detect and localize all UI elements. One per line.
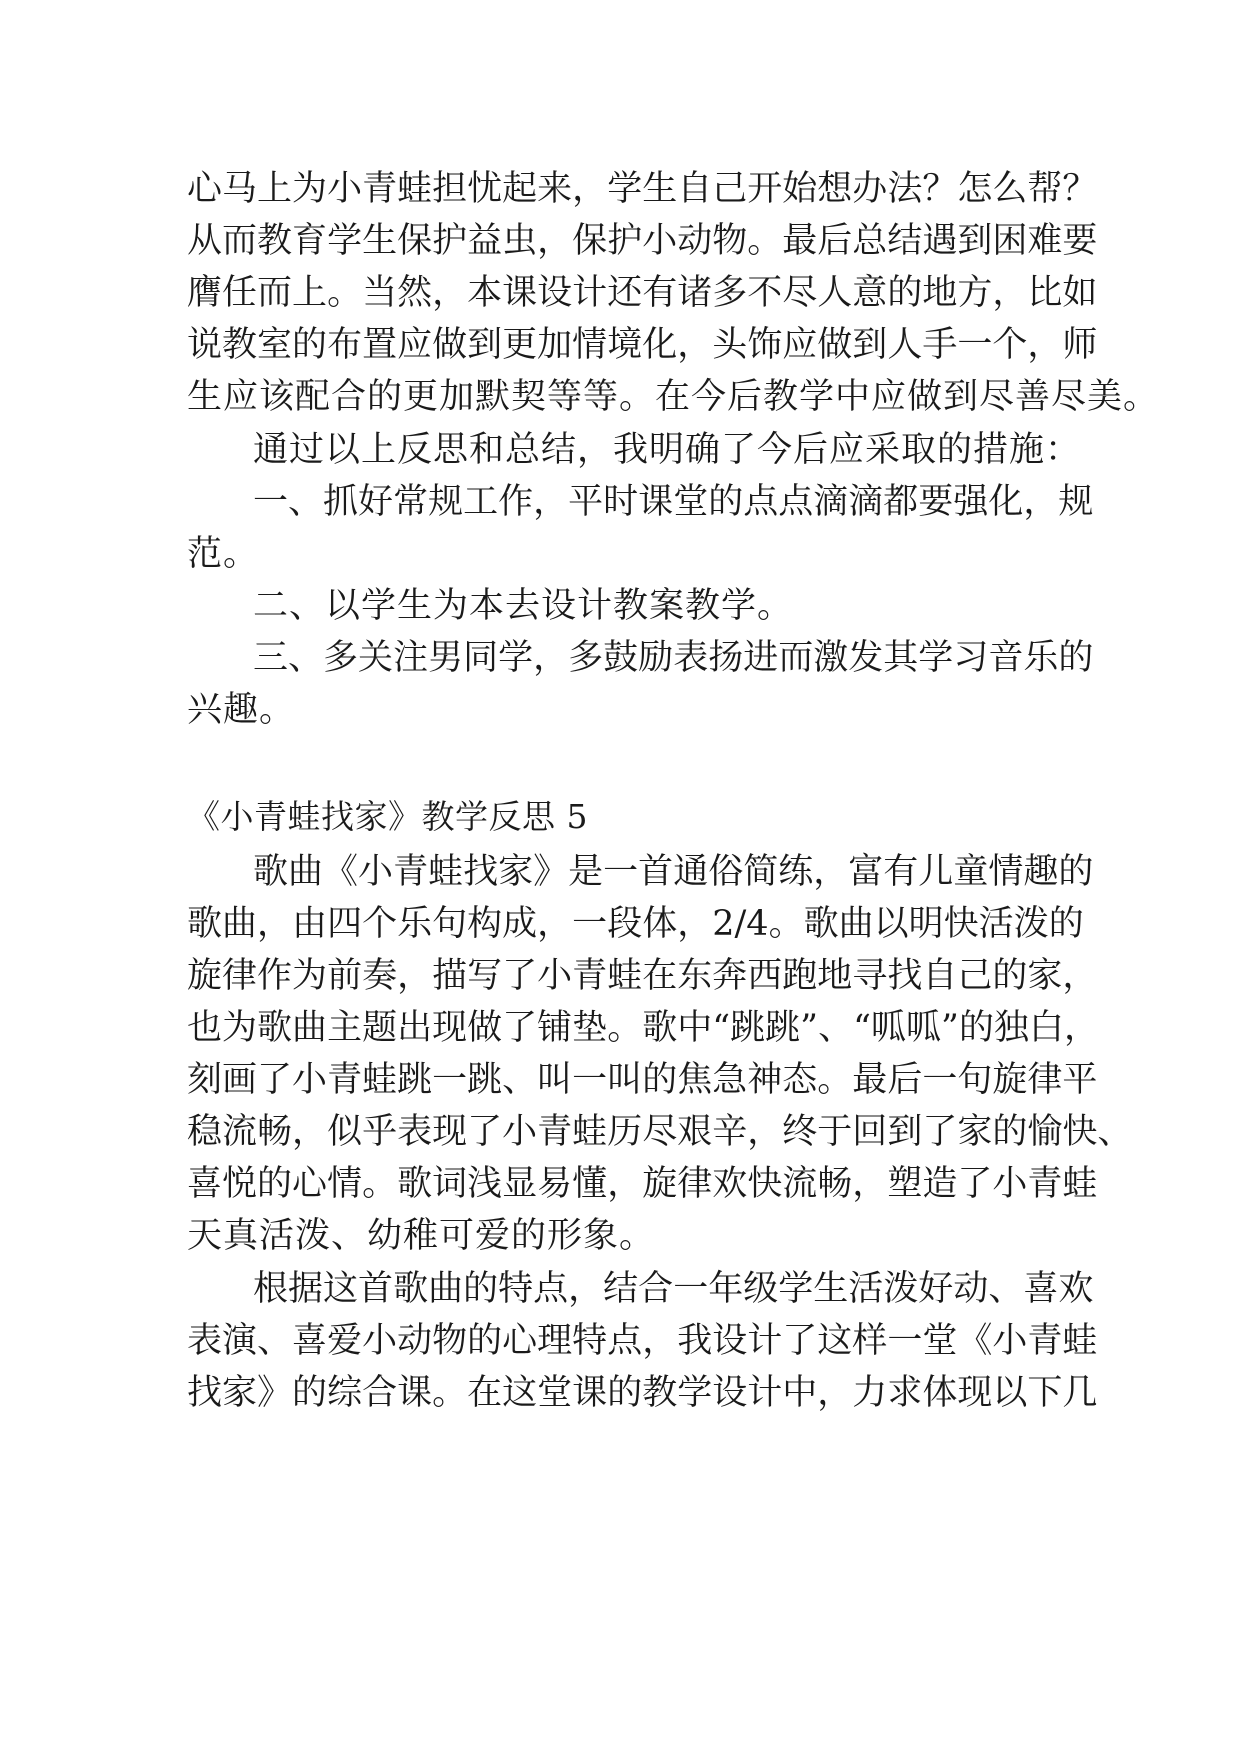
text-line: 范。 bbox=[187, 534, 260, 574]
text-line: 天真活泼、幼稚可爱的形象。 bbox=[187, 1216, 656, 1256]
text-line: 稳 流 畅 ， 似 乎 表 现 了 小 青 蛙 历 尽 艰 辛 ， 终 于 回 到 了 家 的 愉 快 、 bbox=[187, 1112, 1133, 1152]
text-line: 膺 任 而 上 。 当 然 ， 本 课 设 计 还 有 诸 多 不 尽 人 意 的 地 方 ， 比 如 bbox=[187, 273, 1098, 313]
text-line: 从 而 教 育 学 生 保 护 益 虫 ， 保 护 小 动 物 。 最 后 总 结 遇 到 困 难 要 bbox=[187, 221, 1098, 261]
text-line: 兴趣。 bbox=[187, 690, 296, 730]
text-line: 心 马 上 为 小 青 蛙 担 忧 起 来 ， 学 生 自 己 开 始 想 办 法 ？ 怎 么 帮 ？ bbox=[187, 169, 1098, 209]
section-title: 《小青蛙找家》教学反思 5 bbox=[187, 797, 588, 836]
text-line: 根 据 这 首 歌 曲 的 特 点 ， 结 合 一 年 级 学 生 活 泼 好 动 、 喜 欢 bbox=[253, 1269, 1094, 1309]
text-line: 二、以学生为本去设计教案教学。 bbox=[253, 586, 794, 626]
text-line: 说 教 室 的 布 置 应 做 到 更 加 情 境 化 ， 头 饰 应 做 到 人 手 一 个 ， 师 bbox=[187, 325, 1098, 365]
text-line: 喜 悦 的 心 情 。 歌 词 浅 显 易 懂 ， 旋 律 欢 快 流 畅 ， 塑 造 了 小 青 蛙 bbox=[187, 1164, 1098, 1204]
text-line: 找 家 》 的 综 合 课 。 在 这 堂 课 的 教 学 设 计 中 ， 力 求 体 现 以 下 几 bbox=[187, 1373, 1098, 1413]
text-line: 三 、 多 关 注 男 同 学 ， 多 鼓 励 表 扬 进 而 激 发 其 学 习 音 乐 的 bbox=[253, 638, 1094, 678]
text-line: 通过以上反思和总结，我明确了今后应采取的措施： bbox=[253, 430, 1082, 470]
text-line: 刻 画 了 小 青 蛙 跳 一 跳 、 叫 一 叫 的 焦 急 神 态 。 最 后 一 句 旋 律 平 bbox=[187, 1060, 1098, 1100]
text-line: 歌 曲 《 小 青 蛙 找 家 》 是 一 首 通 俗 简 练 ， 富 有 儿 童 情 趣 的 bbox=[253, 852, 1094, 892]
text-line: 也 为 歌 曲 主 题 出 现 做 了 铺 垫 。 歌 中 “ 跳 跳 ” 、 “ 呱 呱 ” 的 独 白 ， bbox=[187, 1008, 1099, 1048]
text-line: 歌 曲 ， 由 四 个 乐 句 构 成 ， 一 段 体 ， 2/4 。 歌 曲 以 明 快 活 泼 的 bbox=[187, 904, 1084, 944]
text-line: 表 演 、 喜 爱 小 动 物 的 心 理 特 点 ， 我 设 计 了 这 样 一 堂 《 小 青 蛙 bbox=[187, 1321, 1098, 1361]
text-line: 一 、 抓 好 常 规 工 作 ， 平 时 课 堂 的 点 点 滴 滴 都 要 强 化 ， 规 bbox=[253, 482, 1094, 522]
text-line: 生应该配合的更加默契等等。在今后教学中应做到尽善尽美。 bbox=[187, 377, 1160, 417]
text-line: 旋 律 作 为 前 奏 ， 描 写 了 小 青 蛙 在 东 奔 西 跑 地 寻 找 自 己 的 家 ， bbox=[187, 956, 1098, 996]
